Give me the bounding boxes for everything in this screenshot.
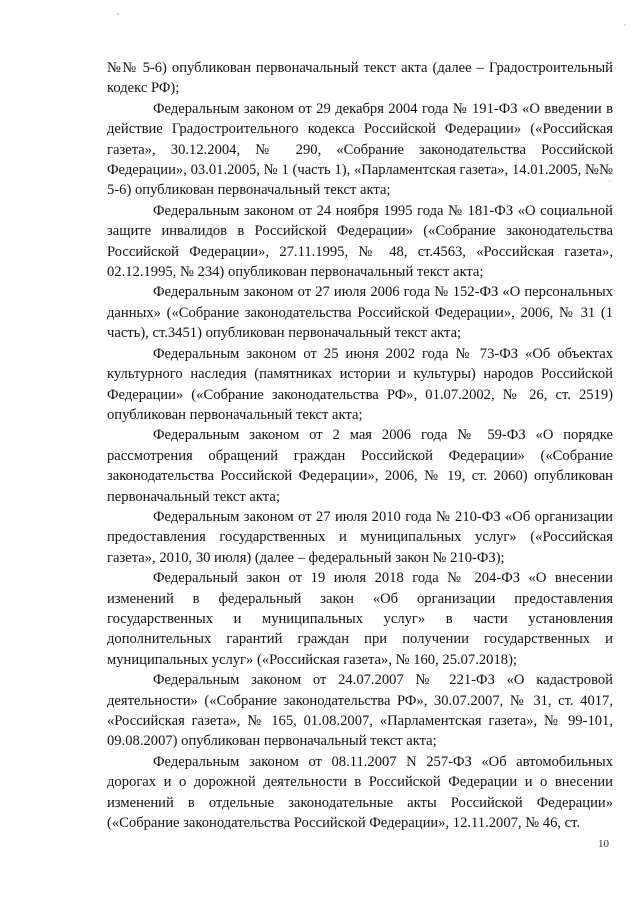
paragraph-kulturnoe-nasledie: Федеральным законом от 25 июня 2002 года № 73-ФЗ «Об объектах культурного наследия (памятниках истории и культуры) народов Российской Федерации» («Собрание законодательства РФ», 01.07.2002, № 26, ст. 2519) опубликован первоначальный текст акта;: [107, 345, 613, 423]
page-number: 10: [598, 838, 609, 850]
paragraph-gosudarstvennye-uslugi: Федеральным законом от 27 июля 2010 года № 210-ФЗ «Об организации предоставления государственных и муниципальных услуг» («Российская газета», 2010, 30 июля) (далее – федеральный закон № 210-ФЗ);: [107, 508, 613, 566]
scan-speck: [117, 13, 119, 15]
paragraph-avtomobilnye-dorogi: Федеральным законом от 08.11.2007 N 257-ФЗ «Об автомобильных дорогах и о дорожной деятельности в Российской Федерации и о внесении изменений в отдельные законодательные акты Российской Федерации» («Собрание законодательства Российской Федерации», 12.11.2007, № 46, ст.: [107, 753, 613, 832]
document-body: [107, 58, 613, 833]
paragraph-obrashcheniya-grazhdan: Федеральным законом от 2 мая 2006 года № 59-ФЗ «О порядке рассмотрения обращений граждан Российской Федерации» («Собрание законодательства Российской Федерации», 2006, № 19, ст. 2060) опубликован первоначальный текст акта;: [107, 427, 613, 505]
paragraph-izmeneniya-210-fz: Федеральный закон от 19 июля 2018 года № 204-ФЗ «О внесении изменений в федеральный закон «Об организации предоставления государственных и муниципальных услуг» в части установления дополнительных гарантий граждан при получении государственных и муниципальных услуг» («Российская газета», № 160, 25.07.2018);: [107, 570, 613, 668]
paragraph-personalnye-dannye: Федеральным законом от 27 июля 2006 года № 152-ФЗ «О персональных данных» («Собрание законодательства Российской Федерации», 2006, № 31 (1 часть), ст.3451) опубликован первоначальный текст акта;: [107, 284, 613, 342]
scan-speck: [624, 24, 625, 25]
paragraph-gradostroitelny-kodeks-vvedenie: Федеральным законом от 29 декабря 2004 года № 191-ФЗ «О введении в действие Градостроительного кодекса Российской Федерации» («Российская газета», 30.12.2004, № 290, «Собрание законодательства Российской Федерации», 03.01.2005, № 1 (часть 1), «Парламентская газета», 14.01.2005, №№ 5-6) опубликован первоначальный текст акта;: [107, 100, 613, 199]
paragraph-continuation: №№ 5-6) опубликован первоначальный текст акта (далее – Градостроительный кодекс РФ);: [107, 60, 613, 97]
paragraph-socialnaya-zashchita-invalidov: Федеральным законом от 24 ноября 1995 года № 181-ФЗ «О социальной защите инвалидов в Российской Федерации» («Собрание законодательства Российской Федерации», 27.11.1995, № 48, ст.4563, «Российская газета», 02.12.1995, № 234) опубликован первоначальный текст акта;: [107, 202, 613, 281]
paragraph-kadastrovaya-deyatelnost: Федеральным законом от 24.07.2007 № 221-ФЗ «О кадастровой деятельности» («Собрание законодательства РФ», 30.07.2007, № 31, ст. 4017, «Российская газета», № 165, 01.08.2007, «Парламентская газета», № 99-101, 09.08.2007) опубликован первоначальный текст акта;: [107, 672, 613, 750]
